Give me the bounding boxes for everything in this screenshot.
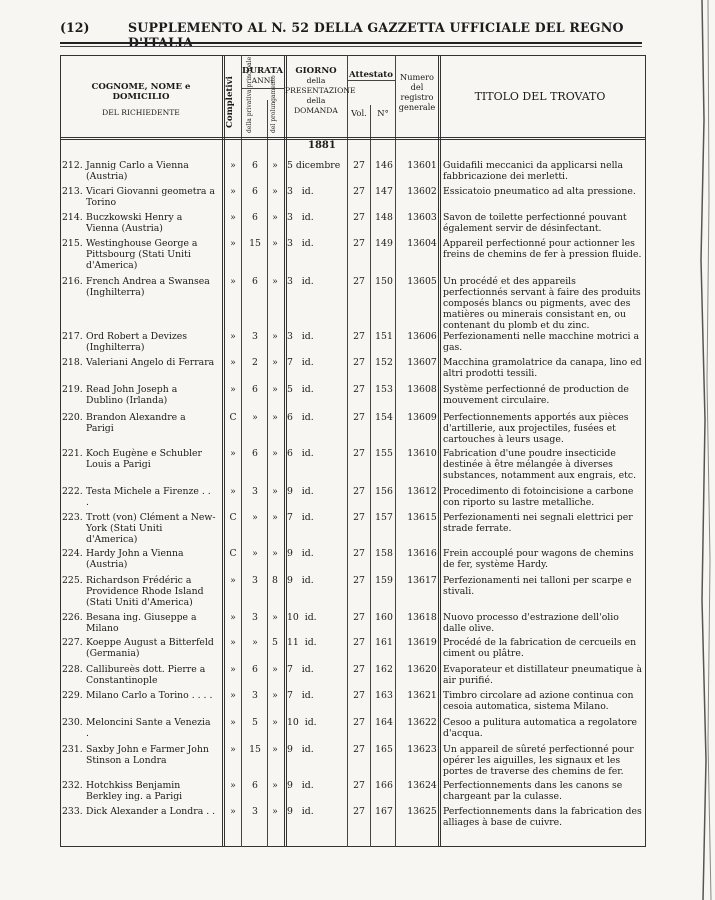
applicant-cell: [62, 690, 220, 701]
attestato-number-cell: 157: [375, 512, 393, 523]
extension-cell: »: [272, 486, 278, 497]
completivi-cell: »: [230, 186, 236, 197]
register-number-cell: 13622: [407, 717, 437, 728]
applicant-name: Read John Joseph a Dublino (Irlanda): [86, 384, 178, 406]
applicant-cell: [62, 806, 220, 817]
volume-cell: 27: [353, 212, 365, 223]
row-number: 227.: [62, 637, 83, 648]
register-number-cell: 13607: [407, 357, 437, 368]
date-cell: 9 id.: [287, 744, 314, 755]
invention-title-cell: Evaporateur et distillateur pneumatique à air purifié.: [443, 664, 642, 686]
attestato-subrule: [347, 80, 395, 81]
applicant-name: Milano Carlo a Torino . . . .: [86, 690, 213, 701]
date-cell: 3 id.: [287, 331, 314, 342]
volume-cell: 27: [353, 575, 365, 586]
page-number: (12): [60, 20, 90, 35]
volume-cell: 27: [353, 486, 365, 497]
duration-cell: 3: [252, 690, 258, 701]
applicant-cell: [62, 664, 220, 686]
completivi-cell: »: [230, 331, 236, 342]
row-number: 230.: [62, 717, 83, 728]
row-number: 219.: [62, 384, 83, 395]
invention-title-cell: Un appareil de sûreté perfectionné pour opérer les aiguilles, les signaux et les portes de traverse des chemins de fer.: [443, 744, 634, 777]
applicant-cell: [62, 357, 220, 368]
register-number-cell: 13621: [407, 690, 437, 701]
attestato-number-cell: 154: [375, 412, 393, 423]
applicant-name: French Andrea a Swansea (Inghilterra): [86, 276, 210, 298]
volume-cell: 27: [353, 384, 365, 395]
duration-cell: 3: [252, 486, 258, 497]
register-number-cell: 13620: [407, 664, 437, 675]
header-rule: [60, 42, 642, 44]
date-cell: 6 id.: [287, 448, 314, 459]
attestato-number-cell: 162: [375, 664, 393, 675]
register-number-cell: 13619: [407, 637, 437, 648]
applicant-cell: [62, 612, 220, 634]
duration-cell: 15: [249, 238, 261, 249]
invention-title-cell: Essicatoio pneumatico ad alta pressione.: [443, 186, 636, 197]
header-rule-thin: [60, 46, 642, 47]
attestato-number-cell: 158: [375, 548, 393, 559]
attestato-number-cell: 150: [375, 276, 393, 287]
applicant-name: Vicari Giovanni geometra a Torino: [86, 186, 215, 208]
extension-cell: »: [272, 238, 278, 249]
date-cell: 5 dicembre: [287, 160, 341, 171]
completivi-cell: C: [229, 412, 237, 423]
applicant-name: Dick Alexander a Londra . .: [86, 806, 216, 817]
header-vol: Vol.: [351, 108, 367, 118]
register-number-cell: 13609: [407, 412, 437, 423]
row-number: 214.: [62, 212, 83, 223]
row-number: 212.: [62, 160, 83, 171]
duration-cell: 6: [252, 186, 258, 197]
invention-title-cell: Système perfectionné de production de mouvement circulaire.: [443, 384, 629, 406]
header-separator: [60, 137, 645, 140]
duration-cell: 3: [252, 575, 258, 586]
date-cell: 10 id.: [287, 612, 317, 623]
column-divider: [241, 55, 242, 847]
extension-cell: »: [272, 512, 278, 523]
attestato-number-cell: 151: [375, 331, 393, 342]
extension-cell: »: [272, 276, 278, 287]
applicant-cell: [62, 186, 220, 208]
date-cell: 3 id.: [287, 276, 314, 287]
column-divider: [395, 55, 396, 847]
register-number-cell: 13606: [407, 331, 437, 342]
extension-cell: »: [272, 548, 278, 559]
applicant-name: Saxby John e Farmer John Stinson a Londra: [86, 744, 209, 766]
invention-title-cell: Nuovo processo d'estrazione dell'olio dalle olive.: [443, 612, 619, 634]
invention-title-cell: Procédé de la fabrication de cercueils en ciment ou plâtre.: [443, 637, 637, 659]
date-cell: 7 id.: [287, 664, 314, 675]
extension-cell: »: [272, 806, 278, 817]
completivi-cell: »: [230, 637, 236, 648]
row-number: 228.: [62, 664, 83, 675]
applicant-cell: [62, 238, 220, 271]
row-number: 215.: [62, 238, 83, 249]
attestato-number-cell: 159: [375, 575, 393, 586]
header-durata-prolungamento: del prolungamento: [270, 75, 277, 133]
year-label: 1881: [308, 140, 336, 151]
row-number: 223.: [62, 512, 83, 523]
register-number-cell: 13618: [407, 612, 437, 623]
completivi-cell: »: [230, 357, 236, 368]
attestato-number-cell: 165: [375, 744, 393, 755]
duration-cell: 3: [252, 806, 258, 817]
invention-title-cell: Procedimento di fotoincisione a carbone con riporto su lastre metalliche.: [443, 486, 634, 508]
register-number-cell: 13605: [407, 276, 437, 287]
volume-cell: 27: [353, 160, 365, 171]
applicant-name: Hotchkiss Benjamin Berkley ing. a Parigi: [86, 780, 183, 802]
applicant-cell: [62, 160, 220, 182]
date-cell: 6 id.: [287, 412, 314, 423]
completivi-cell: C: [229, 548, 237, 559]
completivi-cell: »: [230, 612, 236, 623]
volume-cell: 27: [353, 612, 365, 623]
date-cell: 3 id.: [287, 238, 314, 249]
extension-cell: »: [272, 744, 278, 755]
row-number: 226.: [62, 612, 83, 623]
volume-cell: 27: [353, 512, 365, 523]
header-registro: Numero del registro generale: [398, 72, 436, 112]
row-number: 225.: [62, 575, 83, 586]
applicant-cell: [62, 780, 220, 802]
volume-cell: 27: [353, 357, 365, 368]
date-cell: 9 id.: [287, 806, 314, 817]
register-number-cell: 13610: [407, 448, 437, 459]
extension-cell: »: [272, 664, 278, 675]
date-cell: 3 id.: [287, 212, 314, 223]
invention-title-cell: Fabrication d'une poudre insecticide destinée à être mélangée à diverses substances, notamment aux engrais, etc.: [443, 448, 637, 481]
invention-title-cell: Perfectionnements dans la fabrication des alliages à base de cuivre.: [443, 806, 642, 828]
register-number-cell: 13624: [407, 780, 437, 791]
attestato-number-cell: 152: [375, 357, 393, 368]
date-cell: 5 id.: [287, 384, 314, 395]
invention-title-cell: Frein accouplé pour wagons de chemins de fer, système Hardy.: [443, 548, 634, 570]
attestato-number-cell: 155: [375, 448, 393, 459]
duration-cell: »: [252, 637, 258, 648]
invention-title-cell: Timbro circolare ad azione continua con cesoia automatica, sistema Milano.: [443, 690, 634, 712]
row-number: 216.: [62, 276, 83, 287]
volume-cell: 27: [353, 717, 365, 728]
applicant-name: Ord Robert a Devizes (Inghilterra): [86, 331, 188, 353]
completivi-cell: »: [230, 160, 236, 171]
duration-cell: »: [252, 548, 258, 559]
applicant-name: Testa Michele a Firenze . . .: [86, 486, 211, 508]
applicant-name: Valeriani Angelo di Ferrara: [86, 357, 215, 368]
register-number-cell: 13625: [407, 806, 437, 817]
invention-title-cell: Guidafili meccanici da applicarsi nella fabbricazione dei merletti.: [443, 160, 624, 182]
extension-cell: »: [272, 357, 278, 368]
completivi-cell: »: [230, 276, 236, 287]
row-number: 221.: [62, 448, 83, 459]
row-number: 217.: [62, 331, 83, 342]
applicant-cell: [62, 212, 220, 234]
invention-title-cell: Perfezionamenti nelle macchine motrici a gas.: [443, 331, 640, 353]
duration-cell: 2: [252, 357, 258, 368]
invention-title-cell: Macchina gramolatrice da canapa, lino ed altri prodotti tessili.: [443, 357, 642, 379]
duration-cell: 3: [252, 612, 258, 623]
completivi-cell: »: [230, 690, 236, 701]
duration-cell: 15: [249, 744, 261, 755]
date-cell: 11 id.: [287, 637, 317, 648]
applicant-cell: [62, 717, 220, 739]
duration-cell: 6: [252, 780, 258, 791]
extension-cell: »: [272, 384, 278, 395]
gazette-title: SUPPLEMENTO AL N. 52 DELLA GAZZETTA UFFICIALE DEL REGNO D'ITALIA: [128, 20, 624, 50]
duration-cell: 6: [252, 664, 258, 675]
applicant-cell: [62, 384, 220, 406]
duration-cell: 6: [252, 276, 258, 287]
page-header: [60, 20, 640, 50]
register-number-cell: 13623: [407, 744, 437, 755]
applicant-cell: [62, 331, 220, 353]
applicant-name: Buczkowski Henry a Vienna (Austria): [86, 212, 183, 234]
completivi-cell: »: [230, 744, 236, 755]
register-number-cell: 13615: [407, 512, 437, 523]
volume-cell: 27: [353, 238, 365, 249]
volume-cell: 27: [353, 412, 365, 423]
volume-cell: 27: [353, 548, 365, 559]
row-number: 231.: [62, 744, 83, 755]
page-edge-shadow: [688, 0, 715, 900]
duration-cell: 6: [252, 160, 258, 171]
row-number: 229.: [62, 690, 83, 701]
invention-title-cell: Un procédé et des appareils perfectionnés servant à faire des produits composés blancs ou pigments, avec des matières ou minerais consistant en, ou contenant du plomb et du zinc.: [443, 276, 641, 331]
completivi-cell: »: [230, 238, 236, 249]
register-number-cell: 13612: [407, 486, 437, 497]
extension-cell: 5: [272, 637, 278, 648]
volume-cell: 27: [353, 806, 365, 817]
applicant-name: Koch Eugène e Schubler Louis a Parigi: [86, 448, 202, 470]
row-number: 218.: [62, 357, 83, 368]
extension-cell: 8: [272, 575, 278, 586]
volume-cell: 27: [353, 744, 365, 755]
applicant-cell: [62, 548, 220, 570]
attestato-number-cell: 156: [375, 486, 393, 497]
applicant-cell: [62, 412, 220, 434]
duration-cell: »: [252, 412, 258, 423]
register-number-cell: 13602: [407, 186, 437, 197]
completivi-cell: »: [230, 575, 236, 586]
register-number-cell: 13603: [407, 212, 437, 223]
extension-cell: »: [272, 448, 278, 459]
attestato-number-cell: 164: [375, 717, 393, 728]
volume-cell: 27: [353, 690, 365, 701]
register-number-cell: 13616: [407, 548, 437, 559]
attestato-number-cell: 161: [375, 637, 393, 648]
duration-cell: 6: [252, 384, 258, 395]
applicant-name: Jannig Carlo a Vienna (Austria): [86, 160, 189, 182]
completivi-cell: C: [229, 512, 237, 523]
applicant-name: Callibureès dott. Pierre a Constantinople: [86, 664, 206, 686]
invention-title-cell: Savon de toilette perfectionné pouvant également servir de désinfectant.: [443, 212, 627, 234]
completivi-cell: »: [230, 212, 236, 223]
volume-cell: 27: [353, 186, 365, 197]
applicant-cell: [62, 276, 220, 298]
extension-cell: »: [272, 160, 278, 171]
row-number: 213.: [62, 186, 83, 197]
applicant-name: Meloncini Sante a Venezia .: [86, 717, 211, 739]
applicant-name: Trott (von) Clément a New-York (Stati Uniti d'America): [86, 512, 216, 545]
applicant-name: Westinghouse George a Pittsbourg (Stati Uniti d'America): [86, 238, 198, 271]
volume-cell: 27: [353, 331, 365, 342]
completivi-cell: »: [230, 448, 236, 459]
volume-cell: 27: [353, 448, 365, 459]
header-giorno: GIORNO della PRESENTAZIONE della DOMANDA: [285, 66, 356, 115]
extension-cell: »: [272, 412, 278, 423]
invention-title-cell: Cesoo a pulitura automatica a regolatore d'acqua.: [443, 717, 638, 739]
attestato-number-cell: 163: [375, 690, 393, 701]
attestato-number-cell: 148: [375, 212, 393, 223]
extension-cell: »: [272, 212, 278, 223]
duration-cell: »: [252, 512, 258, 523]
completivi-cell: »: [230, 384, 236, 395]
duration-cell: 5: [252, 717, 258, 728]
completivi-cell: »: [230, 717, 236, 728]
attestato-number-cell: 167: [375, 806, 393, 817]
duration-cell: 6: [252, 212, 258, 223]
extension-cell: »: [272, 612, 278, 623]
header-completivi: Completivi: [225, 76, 235, 128]
header-attestato: Attestato: [348, 70, 393, 80]
invention-title-cell: Perfezionamenti nei talloni per scarpe e stivali.: [443, 575, 632, 597]
header-durata-principale: della privativa principale: [246, 56, 253, 133]
date-cell: 7 id.: [287, 357, 314, 368]
header-titolo: TITOLO DEL TROVATO: [474, 90, 606, 103]
applicant-cell: [62, 575, 220, 608]
register-number-cell: 13617: [407, 575, 437, 586]
date-cell: 9 id.: [287, 575, 314, 586]
date-cell: 9 id.: [287, 486, 314, 497]
date-cell: 10 id.: [287, 717, 317, 728]
completivi-cell: »: [230, 780, 236, 791]
date-cell: 3 id.: [287, 186, 314, 197]
row-number: 233.: [62, 806, 83, 817]
register-number-cell: 13608: [407, 384, 437, 395]
completivi-cell: »: [230, 806, 236, 817]
completivi-cell: »: [230, 664, 236, 675]
register-number-cell: 13604: [407, 238, 437, 249]
applicant-cell: [62, 637, 220, 659]
extension-cell: »: [272, 717, 278, 728]
applicant-cell: [62, 512, 220, 545]
header-name: COGNOME, NOME e DOMICILIO DEL RICHIEDENTE: [91, 82, 191, 117]
row-number: 224.: [62, 548, 83, 559]
date-cell: 7 id.: [287, 690, 314, 701]
applicant-name: Besana ing. Giuseppe a Milano: [86, 612, 197, 634]
row-number: 232.: [62, 780, 83, 791]
attestato-number-cell: 160: [375, 612, 393, 623]
extension-cell: »: [272, 690, 278, 701]
attestato-number-cell: 146: [375, 160, 393, 171]
applicant-name: Koeppe August a Bitterfeld (Germania): [86, 637, 214, 659]
extension-cell: »: [272, 780, 278, 791]
applicant-name: Brandon Alexandre a Parigi: [86, 412, 186, 434]
extension-cell: »: [272, 331, 278, 342]
invention-title-cell: Perfectionnements dans les canons se chargeant par la culasse.: [443, 780, 623, 802]
duration-cell: 6: [252, 448, 258, 459]
duration-cell: 3: [252, 331, 258, 342]
volume-cell: 27: [353, 664, 365, 675]
register-number-cell: 13601: [407, 160, 437, 171]
date-cell: 7 id.: [287, 512, 314, 523]
header-num: N°: [377, 108, 389, 118]
volume-cell: 27: [353, 637, 365, 648]
date-cell: 9 id.: [287, 780, 314, 791]
completivi-cell: »: [230, 486, 236, 497]
volume-cell: 27: [353, 276, 365, 287]
applicant-name: Hardy John a Vienna (Austria): [86, 548, 184, 570]
applicant-name: Richardson Frédéric a Providence Rhode Island (Stati Uniti d'America): [86, 575, 204, 608]
attestato-number-cell: 149: [375, 238, 393, 249]
invention-title-cell: Perfezionamenti nei segnali elettrici per strade ferrate.: [443, 512, 633, 534]
column-divider: [370, 105, 371, 847]
volume-cell: 27: [353, 780, 365, 791]
date-cell: 9 id.: [287, 548, 314, 559]
applicant-cell: [62, 744, 220, 766]
invention-title-cell: Appareil perfectionné pour actionner les freins de chemins de fer à pression fluide.: [443, 238, 642, 260]
applicant-cell: [62, 486, 220, 508]
invention-title-cell: Perfectionnements apportés aux pièces d'artillerie, aux projectiles, fusées et cartouches à leurs usage.: [443, 412, 629, 445]
attestato-number-cell: 166: [375, 780, 393, 791]
applicant-cell: [62, 448, 220, 470]
attestato-number-cell: 147: [375, 186, 393, 197]
attestato-number-cell: 153: [375, 384, 393, 395]
header-durata: DURATA ANNI: [242, 66, 283, 85]
extension-cell: »: [272, 186, 278, 197]
row-number: 222.: [62, 486, 83, 497]
row-number: 220.: [62, 412, 83, 423]
